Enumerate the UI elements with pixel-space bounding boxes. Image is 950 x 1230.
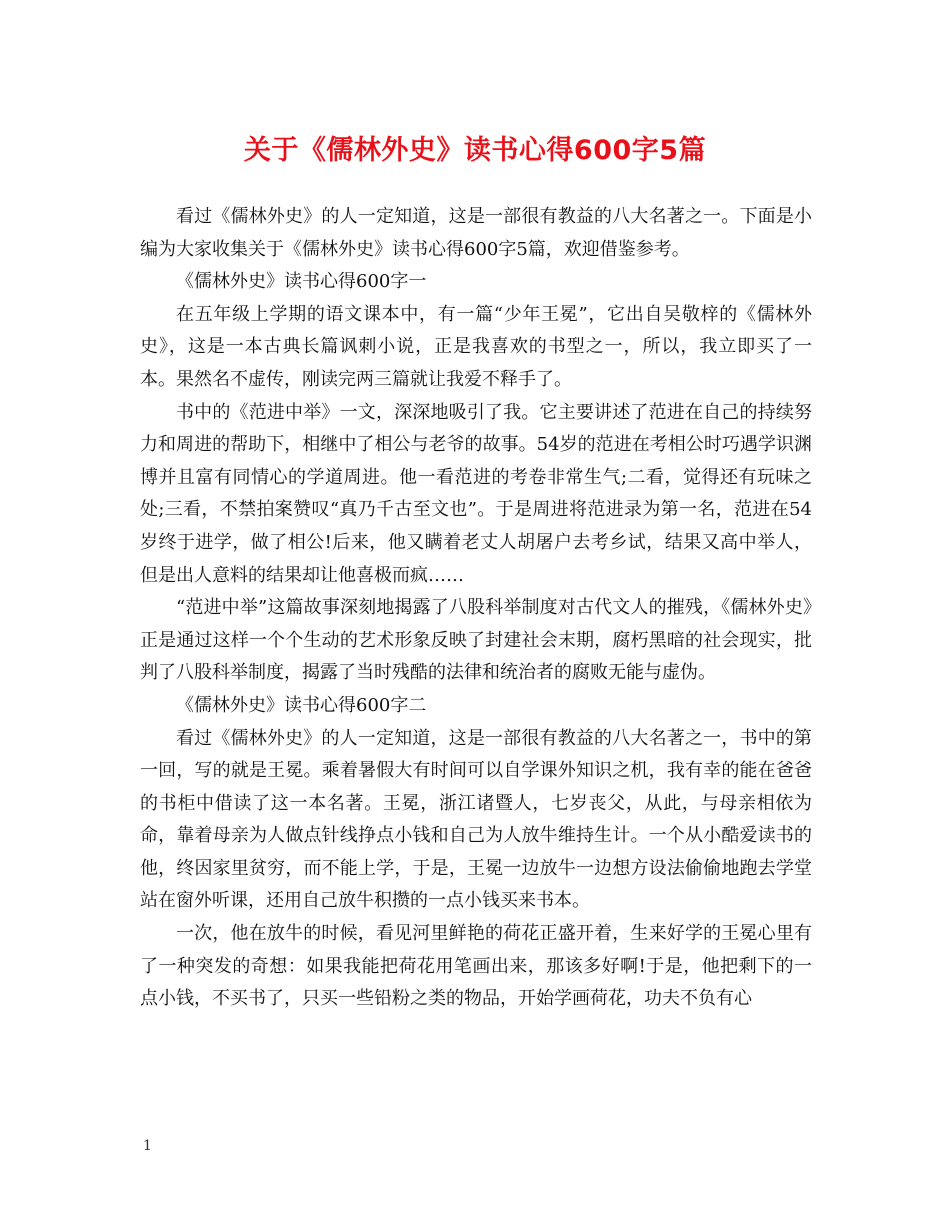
section-heading-1: 《儒林外史》读书心得600字一 <box>176 271 427 293</box>
paragraph: 看过《儒林外史》的人一定知道，这是一部很有教益的八大名著之一，书中的第一回，写的就是王冕。乘着暑假大有时间可以自学课外知识之机，我有幸的能在爸爸的书柜中借读了这一本名著。王冕，浙江诸暨人，七岁丧父，从此，与母亲相依为命，靠着母亲为人做点针线挣点小钱和自己为人放牛维持生计。一个从小酷爱读书的他，终因家里贫穷，而不能上学，于是，王冕一边放牛一边想方设法偷偷地跑去学堂站在窗外听课，还用自己放牛积攒的一点小钱买来书本。 <box>140 727 812 912</box>
paragraph-intro: 看过《儒林外史》的人一定知道，这是一部很有教益的八大名著之一。下面是小编为大家收集关于《儒林外史》读书心得600字5篇，欢迎借鉴参考。 <box>140 206 812 260</box>
section-heading-2: 《儒林外史》读书心得600字二 <box>176 694 427 716</box>
paragraph: 在五年级上学期的语文课本中，有一篇“少年王冕”，它出自吴敬梓的《儒林外史》，这是一本古典长篇讽刺小说，正是我喜欢的书型之一，所以，我立即买了一本。果然名不虚传，刚读完两三篇就让我爱不释手了。 <box>140 303 812 390</box>
paragraph: “范进中举”这篇故事深刻地揭露了八股科举制度对古代文人的摧残，《儒林外史》正是通过这样一个个生动的艺术形象反映了封建社会末期，腐朽黑暗的社会现实，批判了八股科举制度，揭露了当时残酷的法律和统治者的腐败无能与虚伪。 <box>140 597 812 684</box>
page-number: 1 <box>143 1138 152 1154</box>
document-title: 关于《儒林外史》读书心得600字5篇 <box>243 135 707 166</box>
document-body <box>140 201 812 1016</box>
paragraph: 一次，他在放牛的时候，看见河里鲜艳的荷花正盛开着，生来好学的王冕心里有了一种突发的奇想：如果我能把荷花用笔画出来，那该多好啊!于是，他把剩下的一点小钱，不买书了，只买一些铅粉之类的物品，开始学画荷花，功夫不负有心 <box>140 923 812 1010</box>
paragraph: 书中的《范进中举》一文，深深地吸引了我。它主要讲述了范进在自己的持续努力和周进的帮助下，相继中了相公与老爷的故事。54岁的范进在考相公时巧遇学识渊博并且富有同情心的学道周进。他一看范进的考卷非常生气;二看，觉得还有玩味之处;三看，不禁拍案赞叹“真乃千古至文也”。于是周进将范进录为第一名，范进在54岁终于进学，做了相公!后来，他又瞒着老丈人胡屠户去考乡试，结果又高中举人，但是出人意料的结果却让他喜极而疯…… <box>140 401 812 586</box>
